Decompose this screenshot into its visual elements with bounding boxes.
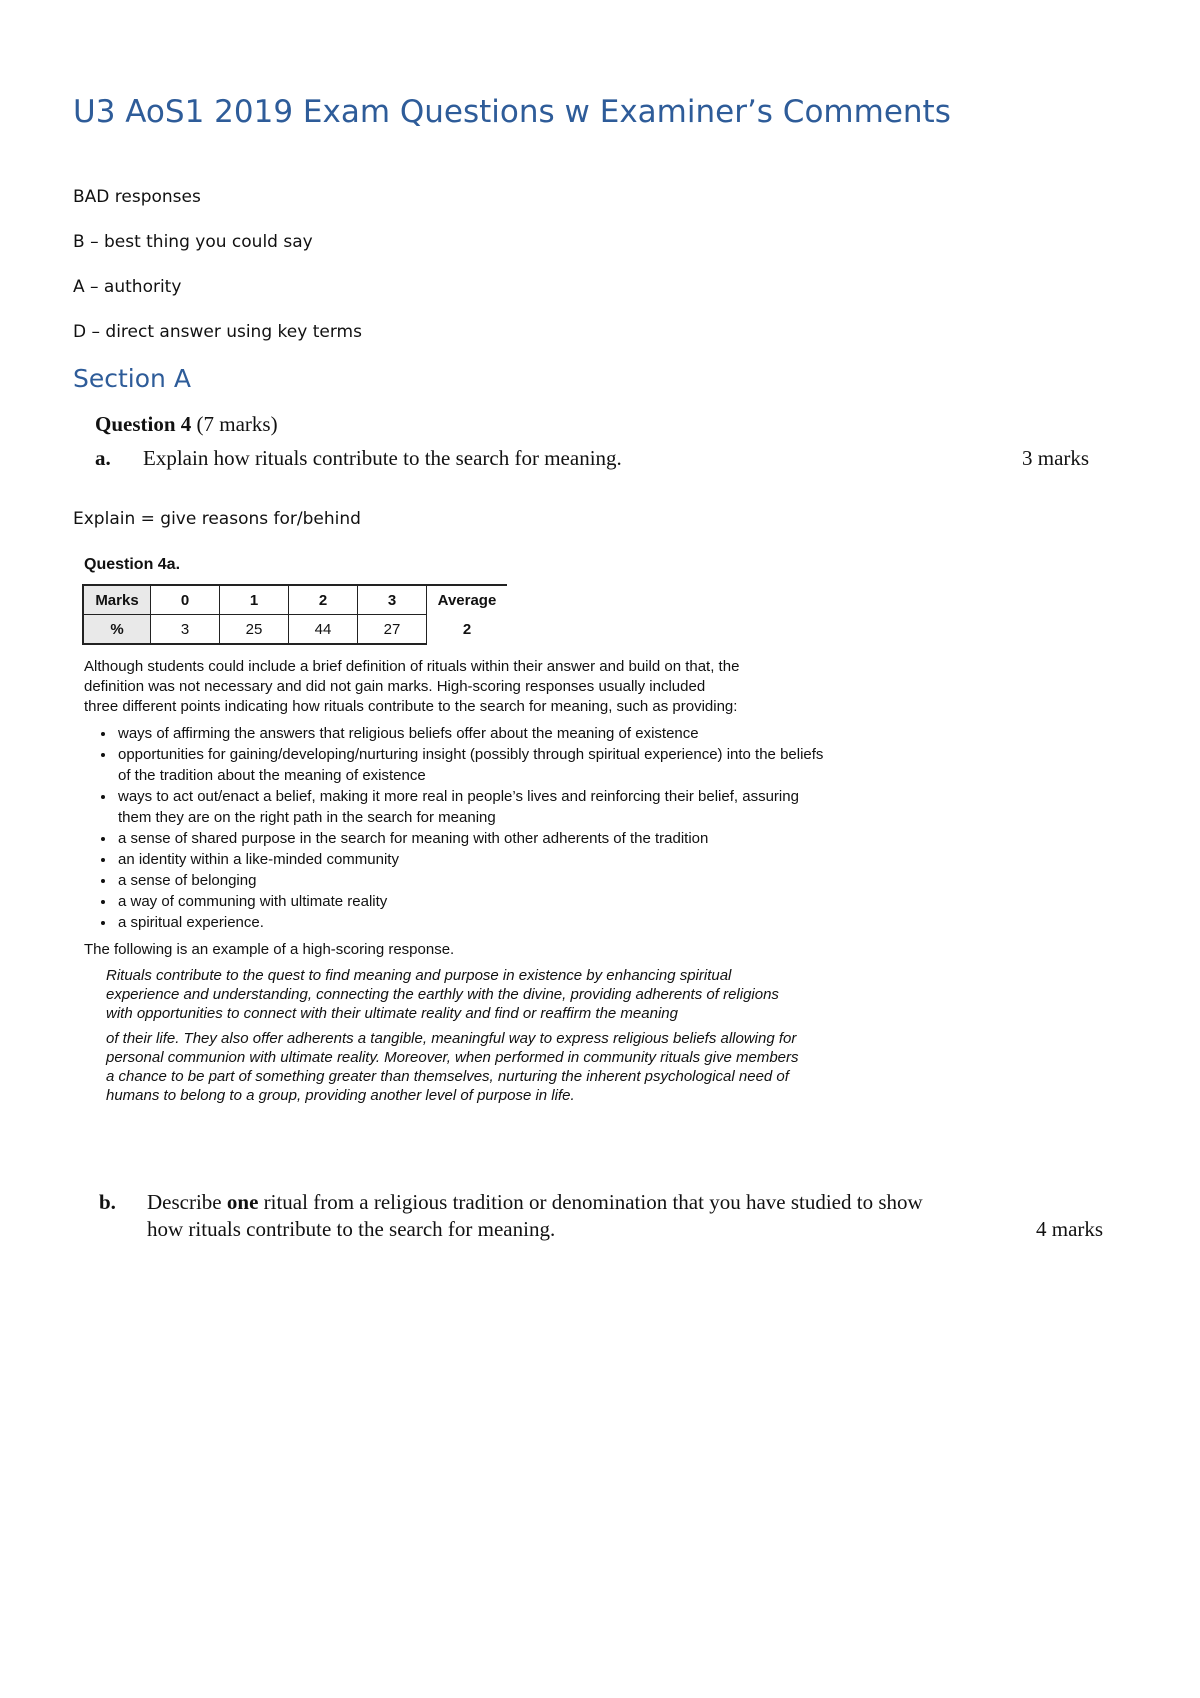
sample-response-part-2: of their life. They also offer adherents a tangible, meaningful way to express religious beliefs allowing for personal communion with ultimate reality. Moreover, when performed in community rituals give members a chance to be part of something greater than themselves, nurturing the inherent psychological need of humans to belong to a group, providing another level of purpose in life.	[106, 1030, 799, 1104]
table-cell: 1	[220, 585, 289, 615]
table-cell: 2	[289, 585, 358, 615]
list-item: • ways of affirming the answers that religious beliefs offer about the meaning of existence	[116, 723, 824, 744]
list-item: • a sense of belonging	[116, 870, 824, 891]
section-heading: Section A	[73, 364, 191, 393]
table-cell: 27	[358, 615, 427, 645]
table-cell: 25	[220, 615, 289, 645]
note-authority: A – authority	[73, 277, 182, 297]
table-cell: %	[83, 615, 151, 645]
table-row	[83, 615, 507, 645]
report-line: Although students could include a brief definition of rituals within their answer and build on that, the	[84, 658, 740, 675]
report-paragraph	[84, 657, 824, 717]
table-cell: 3	[151, 615, 220, 645]
marks-distribution-table	[82, 584, 507, 645]
table-cell: Average	[427, 585, 508, 615]
part-b-letter: b.	[99, 1190, 116, 1214]
part-b-text-before: Describe	[147, 1190, 227, 1214]
sample-response-part-1: Rituals contribute to the quest to find meaning and purpose in existence by enhancing spiritual experience and understanding, connecting the earthly with the divine, providing adherents of religions with opportunities to connect with their ultimate reality and find or reaffirm the meaning	[106, 967, 779, 1022]
part-b-emphasis: one	[226, 1190, 259, 1214]
question-part-a	[95, 446, 1095, 472]
question-part-b	[95, 1190, 1095, 1246]
explain-note: Explain = give reasons for/behind	[73, 509, 361, 529]
part-b-text-after: ritual from a religious tradition or denomination that you have studied to show	[258, 1190, 923, 1214]
part-a-text: Explain how rituals contribute to the search for meaning.	[143, 446, 622, 470]
table-cell: 3	[358, 585, 427, 615]
part-b-text-line2: how rituals contribute to the search for meaning.	[147, 1217, 556, 1241]
table-cell: 0	[151, 585, 220, 615]
list-item: • a sense of shared purpose in the search for meaning with other adherents of the tradition	[116, 828, 824, 849]
part-b-marks: 4 marks	[1036, 1217, 1104, 1241]
list-item: • opportunities for gaining/developing/nurturing insight (possibly through spiritual experience) into the beliefs of the tradition about the meaning of existence	[116, 744, 824, 786]
example-intro: The following is an example of a high-scoring response.	[84, 941, 455, 958]
examiner-report	[84, 556, 824, 1105]
question-total-marks: (7 marks)	[196, 412, 278, 436]
document-title: U3 AoS1 2019 Exam Questions w Examiner’s Comments	[73, 94, 951, 130]
table-cell: 44	[289, 615, 358, 645]
question-number: Question 4	[95, 412, 192, 436]
note-direct-answer: D – direct answer using key terms	[73, 322, 362, 342]
part-a-letter: a.	[95, 446, 111, 470]
question-title	[95, 412, 278, 437]
table-header-row	[83, 585, 507, 615]
report-line: definition was not necessary and did not gain marks. High-scoring responses usually included	[84, 678, 706, 695]
list-item: • a spiritual experience.	[116, 912, 824, 933]
key-points-list	[84, 723, 824, 933]
report-heading: Question 4a.	[84, 556, 181, 573]
table-cell: 2	[462, 620, 472, 638]
note-best-thing: B – best thing you could say	[73, 232, 313, 252]
list-item: • ways to act out/enact a belief, making it more real in people’s lives and reinforcing their belief, assuring them they are on the right path in the search for meaning	[116, 786, 824, 828]
list-item: • a way of communing with ultimate reality	[116, 891, 824, 912]
note-bad-responses: BAD responses	[73, 187, 201, 207]
report-line: three different points indicating how rituals contribute to the search for meaning, such as providing:	[84, 698, 738, 715]
part-b-text-line1	[147, 1190, 923, 1215]
table-cell: Marks	[83, 585, 151, 615]
part-a-marks: 3 marks	[1022, 446, 1090, 470]
list-item: • an identity within a like-minded community	[116, 849, 824, 870]
